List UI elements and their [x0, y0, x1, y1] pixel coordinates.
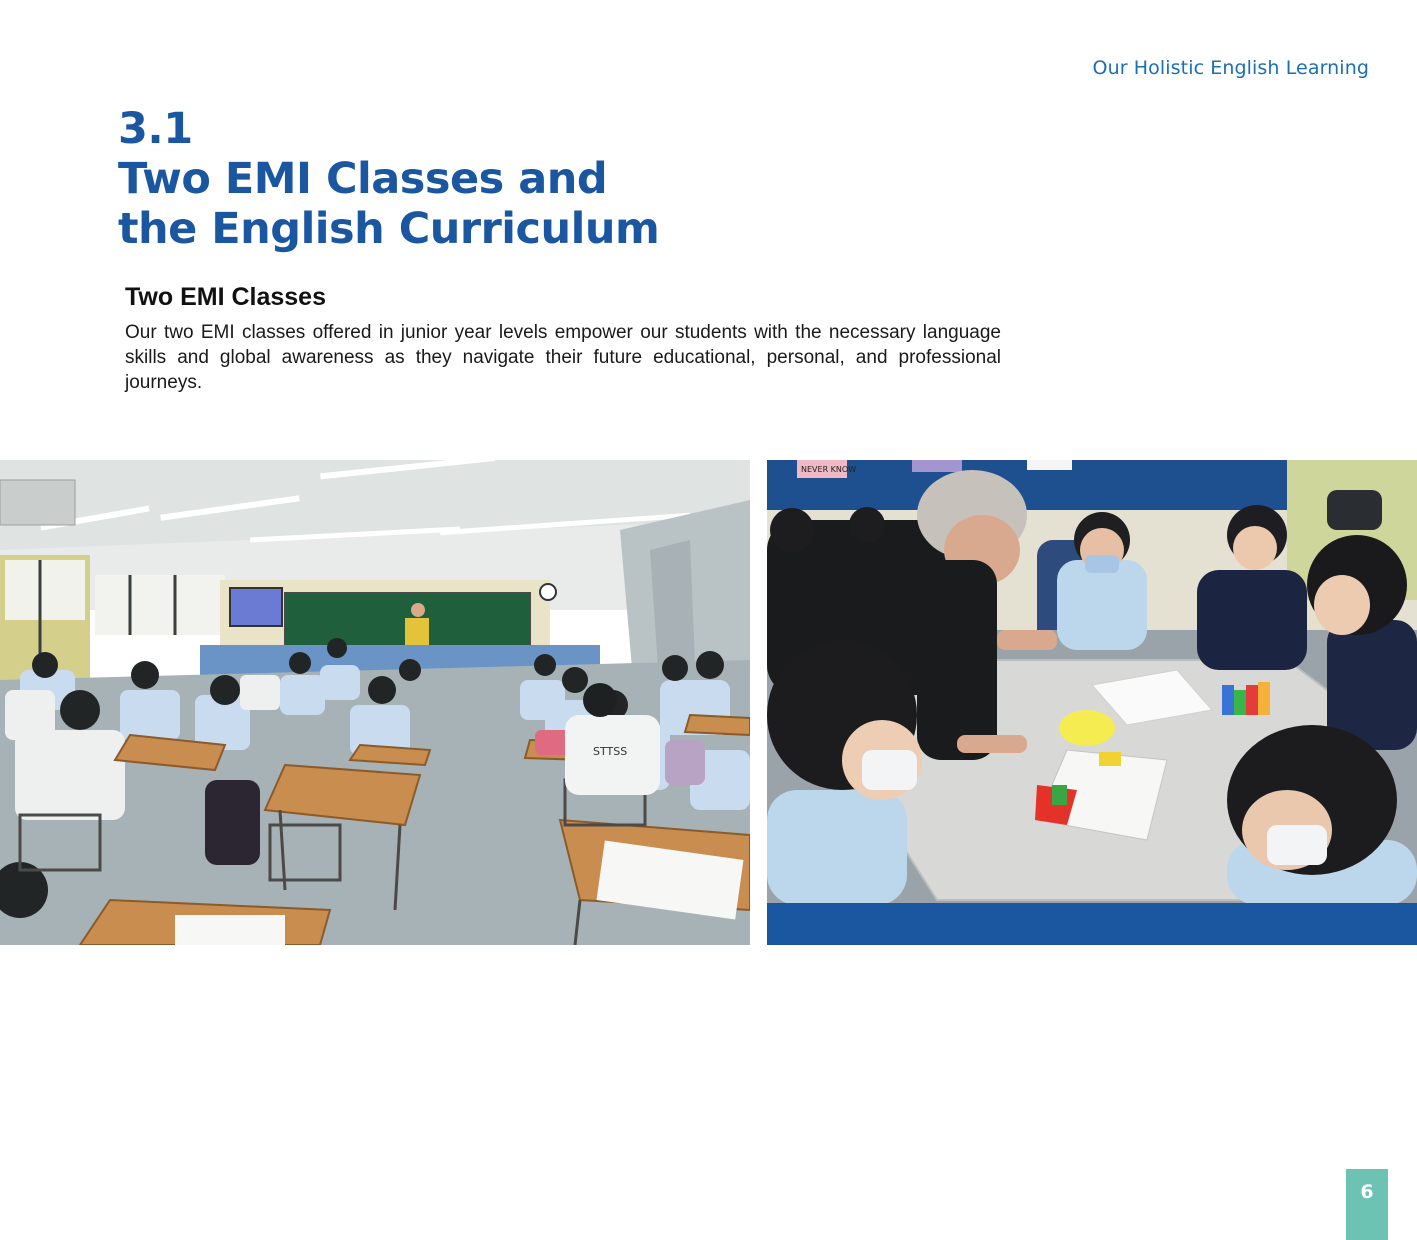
- page-number: 6: [1360, 1181, 1374, 1203]
- group-activity-photo: [767, 460, 1417, 945]
- photo-color-band: [767, 903, 1417, 945]
- shirt-print: STTSS: [593, 745, 628, 758]
- group-activity-illustration: [767, 460, 1417, 945]
- poster-text: NEVER KNOW: [801, 465, 857, 474]
- classroom-illustration: [0, 460, 750, 945]
- page-number-tab: [1346, 1169, 1388, 1240]
- running-header: Our Holistic English Learning: [1092, 57, 1369, 79]
- classroom-photo: [0, 460, 750, 945]
- section-heading: [118, 104, 659, 254]
- section-title-line-2: the English Curriculum: [118, 204, 660, 254]
- section-number: 3.1: [118, 104, 193, 154]
- subsection-title: Two EMI Classes: [125, 283, 326, 311]
- subsection-body: Our two EMI classes offered in junior year levels empower our students with the necessary language skills and global awareness as they navigate their future educational, personal, and professional journeys.: [125, 322, 1001, 393]
- section-title-line-1: Two EMI Classes and: [118, 154, 608, 204]
